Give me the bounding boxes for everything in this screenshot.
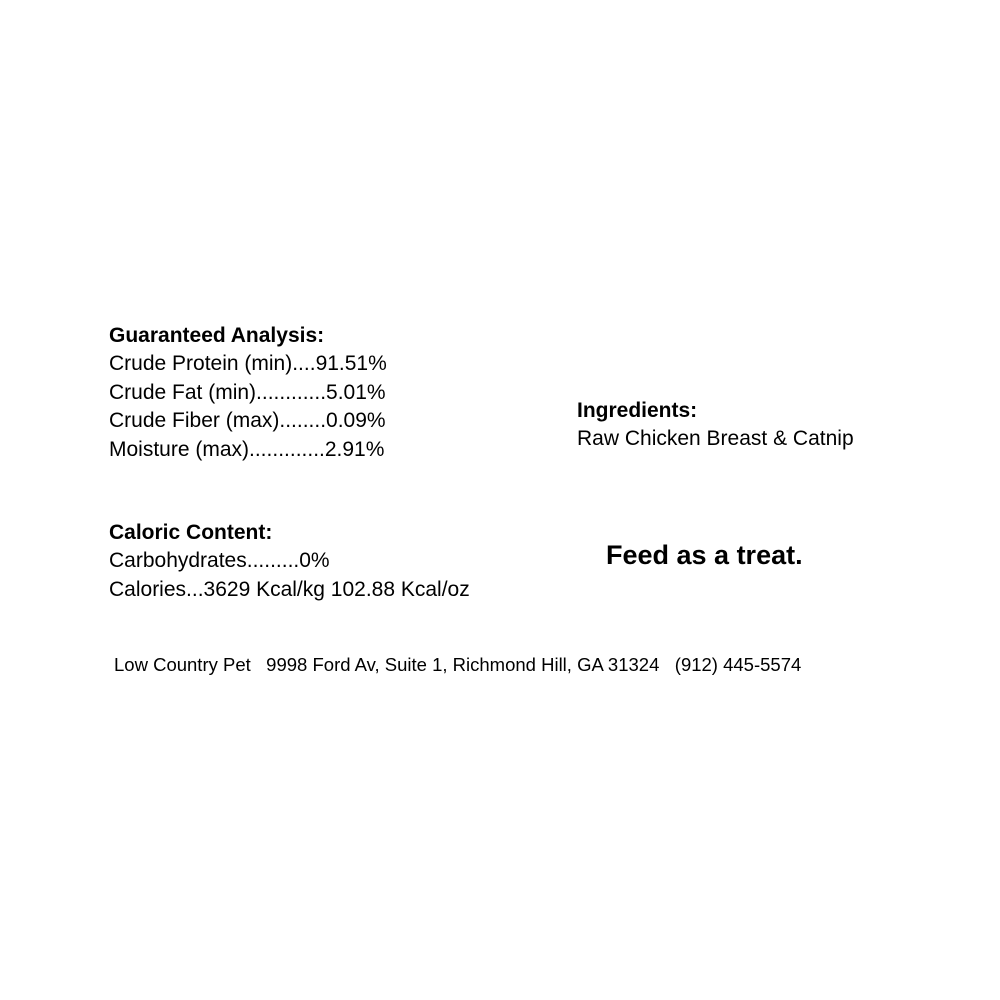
guaranteed-analysis-section — [109, 321, 387, 464]
caloric-content-section — [109, 518, 470, 604]
caloric-item-carbohydrates: Carbohydrates.........0% — [109, 549, 330, 572]
ingredients-text: Raw Chicken Breast & Catnip — [577, 427, 854, 450]
ingredients-heading: Ingredients: — [577, 399, 698, 422]
feeding-note: Feed as a treat. — [606, 540, 803, 570]
analysis-item-moisture: Moisture (max).............2.91% — [109, 437, 385, 461]
company-contact-line: Low Country Pet 9998 Ford Av, Suite 1, Richmond Hill, GA 31324 (912) 445-5574 — [114, 654, 802, 675]
analysis-item-crude-fiber: Crude Fiber (max)........0.09% — [109, 409, 386, 432]
ingredients-section — [577, 396, 854, 454]
analysis-item-crude-fat: Crude Fat (min)............5.01% — [109, 380, 386, 404]
guaranteed-analysis-heading: Guaranteed Analysis: — [109, 324, 325, 347]
analysis-item-crude-protein: Crude Protein (min)....91.51% — [109, 352, 387, 375]
caloric-item-calories: Calories...3629 Kcal/kg 102.88 Kcal/oz — [109, 577, 470, 601]
caloric-content-heading: Caloric Content: — [109, 521, 273, 544]
